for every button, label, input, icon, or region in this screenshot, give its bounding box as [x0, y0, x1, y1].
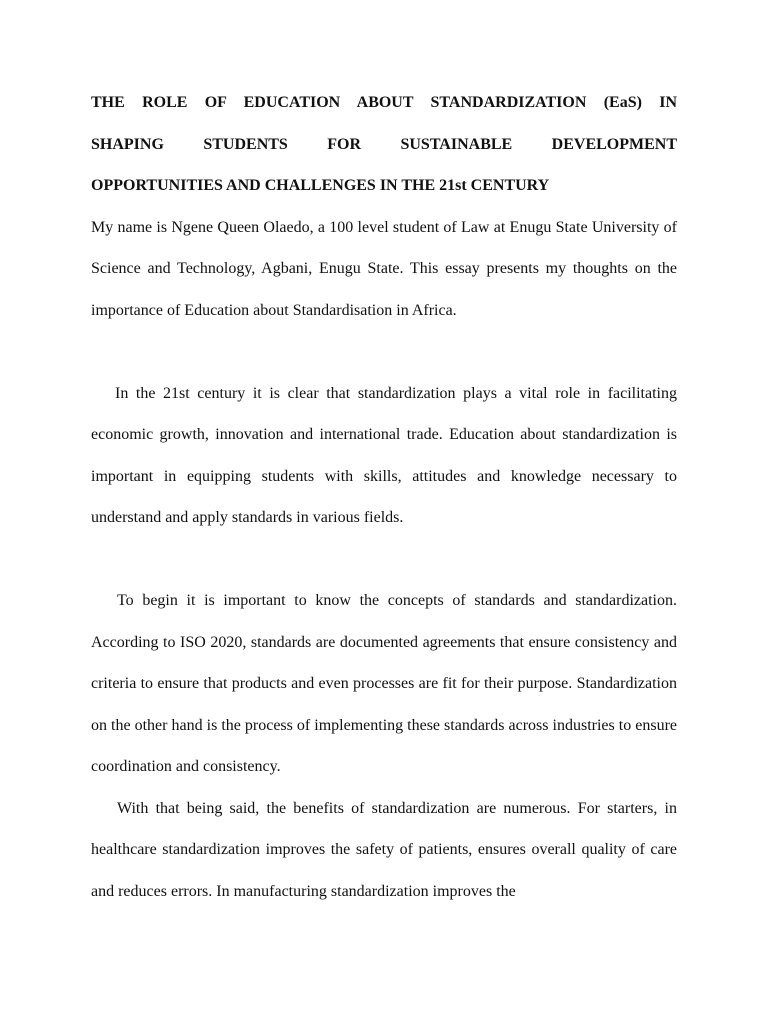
paragraph-spacer — [91, 539, 677, 581]
title-line-1: THE ROLE OF EDUCATION ABOUT STANDARDIZATION (EaS) IN — [91, 94, 677, 111]
title-line-3: OPPORTUNITIES AND CHALLENGES IN THE 21st CENTURY — [91, 177, 550, 194]
paragraph-21st-century: In the 21st century it is clear that standardization plays a vital role in facilitating economic growth, innovation and international trade. Education about standardization is important in equipping students with skills, attitudes and knowledge necessary to understand and apply standards in various fields. — [91, 384, 677, 526]
paragraph-benefits: With that being said, the benefits of standardization are numerous. For starters, in healthcare standardization improves the safety of patients, ensures overall quality of care and reduces errors. In manufacturing standardization improves the — [91, 799, 677, 900]
paragraph-intro: My name is Ngene Queen Olaedo, a 100 level student of Law at Enugu State University of Science and Technology, Agbani, Enugu State. This essay presents my thoughts on the importance of Education about Standardisation in Africa. — [91, 218, 677, 319]
document-title — [91, 82, 677, 207]
paragraph-spacer — [91, 331, 677, 373]
title-line-2: SHAPING STUDENTS FOR SUSTAINABLE DEVELOPMENT — [91, 135, 677, 153]
paragraph-concepts: To begin it is important to know the concepts of standards and standardization. According to ISO 2020, standards are documented agreements that ensure consistency and criteria to ensure that products and even processes are fit for their purpose. Standardization on the other hand is the process of implementing these standards across industries to ensure coordination and consistency. — [91, 592, 677, 775]
document-body — [91, 82, 677, 912]
